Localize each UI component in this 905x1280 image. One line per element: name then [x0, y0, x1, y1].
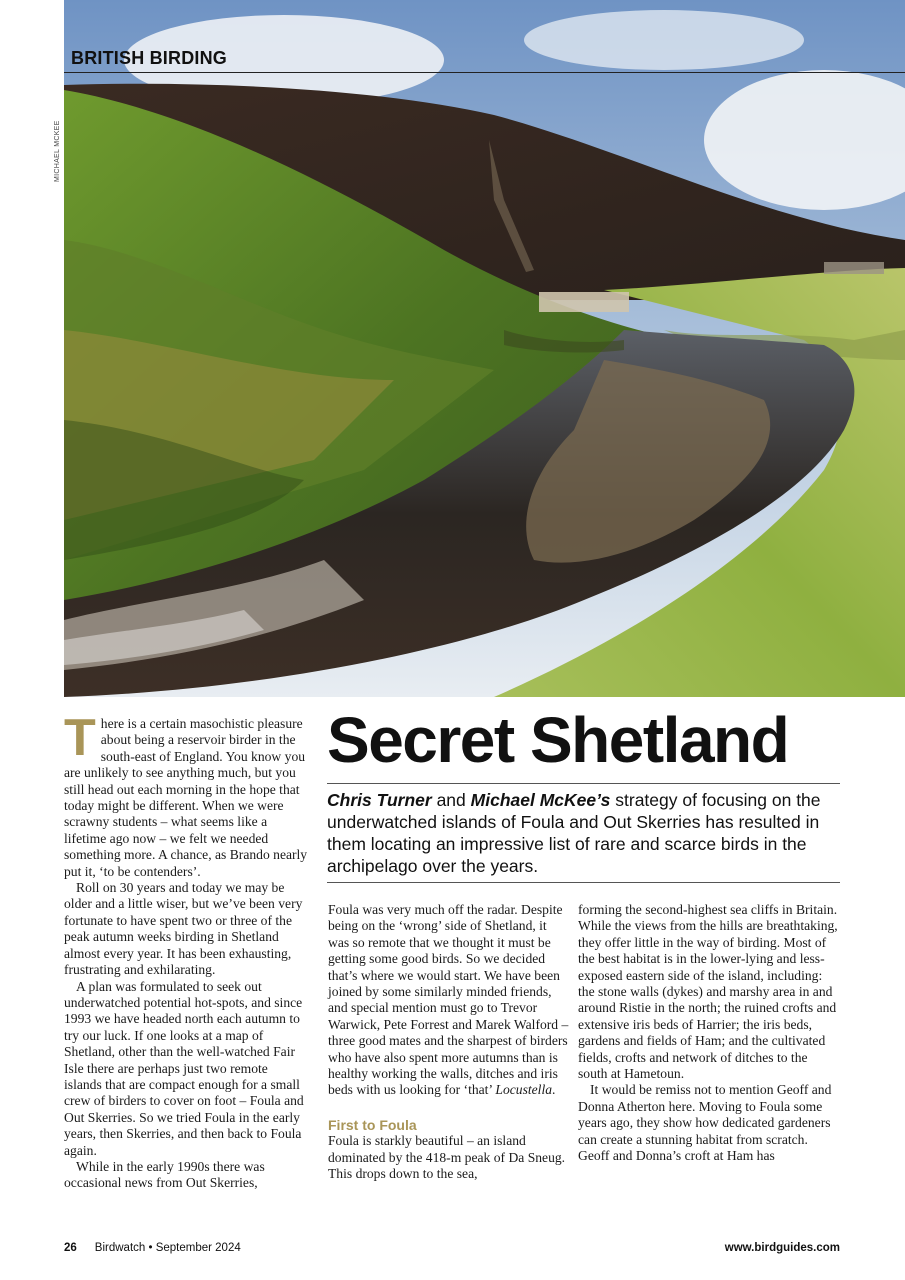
section-label	[64, 46, 905, 73]
footer-url: www.birdguides.com	[724, 1242, 840, 1254]
paragraph-end: .	[552, 1082, 556, 1098]
paragraph: Roll on 30 years and today we may be older and a little wiser, but we’ve been very fortunate to have spent two or three of the peak autumn weeks birding in Shetland almost every year. It has been exhausting, frustrating and exhilarating.	[64, 880, 303, 978]
standfirst-rule	[327, 882, 840, 883]
issue-info: Birdwatch • September 2024	[94, 1242, 241, 1254]
paragraph: Foula is starkly beautiful – an island dominated by the 418-m peak of Da Sneug. This drops down to the sea,	[328, 1133, 566, 1182]
section-label-text: BRITISH BIRDING	[71, 48, 227, 68]
paragraph	[328, 902, 571, 1099]
paragraph-text: Foula was very much off the radar. Despite being on the ‘wrong’ side of Shetland, it was so remote that we thought it must be getting some good birds. So we decided that’s where we would start. We have been joined by some similarly minded friends, and special mention must go to Trevor Warwick, Pete Forrest and Marek Walford – three good mates and the sharpest of birders who have also spent more autumns than is healthy working the walls, ditches and iris beds with us looking for ‘that’	[328, 902, 569, 1098]
author-1: Chris Turner	[327, 790, 432, 810]
standfirst	[327, 789, 847, 877]
italic-term: Locustella	[495, 1082, 553, 1098]
headline-rule	[327, 783, 840, 784]
drop-cap: T	[64, 709, 96, 767]
body-column-3	[578, 902, 840, 1165]
subheading: First to Foula	[328, 1116, 417, 1133]
page-number: 26	[64, 1242, 77, 1254]
paragraph: It would be remiss not to mention Geoff and Donna Atherton here. Moving to Foula some years ago, they show how dedicated gardeners can create a stunning habitat from scratch. Geoff and Donna’s croft at Ham has	[578, 1082, 832, 1164]
body-column-1	[64, 709, 308, 1192]
landscape-photo	[64, 0, 905, 697]
standfirst-conj: and	[431, 790, 471, 810]
paragraph	[64, 709, 308, 880]
paragraph-text: here is a certain masochistic pleasure about being a reservoir birder in the south-east of England. You know you are unlikely to see anything much, but you still head out each morning in the hope that today might be different. When we were scrawny students – what seems like a lifetime ago now – we felt we needed something more. A chance, as Brando nearly put it, ‘to be contenders’.	[64, 716, 308, 879]
paragraph: forming the second-highest sea cliffs in Britain. While the views from the hills are breathtaking, they offer little in the way of birding. Most of the best habitat is in the lower-lying and less-exposed eastern side of the island, including: the stone walls (dykes) and marshy area in and around Ristie in the north; the ruined crofts and extensive iris beds of Harrier; the iris beds, gardens and fields of Ham; and the cultivated fields, crofts and network of ditches to the south at Hametoun.	[578, 902, 838, 1082]
headline: Secret Shetland	[327, 704, 789, 776]
standfirst-text: strategy of focusing on the underwatched islands of Foula and Out Skerries has resulted in them locating an impressive list of rare and scarce birds in the archipelago over the years.	[327, 790, 821, 876]
paragraph: A plan was formulated to seek out underwatched potential hot-spots, and since 1993 we have headed north each autumn to try our luck. If one looks at a map of Shetland, other than the well-watched Fair Isle there are perhaps just two remote islands that are compact enough for a small crew of birders to cover on foot – Foula and Out Skerries. So we tried Foula in the early years, then Skerries, and then back to Foula again.	[64, 978, 304, 1158]
paragraph: While in the early 1990s there was occasional news from Out Skerries,	[64, 1158, 265, 1191]
footer-left	[64, 1242, 241, 1254]
hero-photo	[64, 0, 905, 697]
author-2: Michael McKee’s	[470, 790, 611, 810]
photo-credit: MICHAEL MCKEE	[54, 120, 61, 182]
body-column-2	[328, 902, 571, 1183]
